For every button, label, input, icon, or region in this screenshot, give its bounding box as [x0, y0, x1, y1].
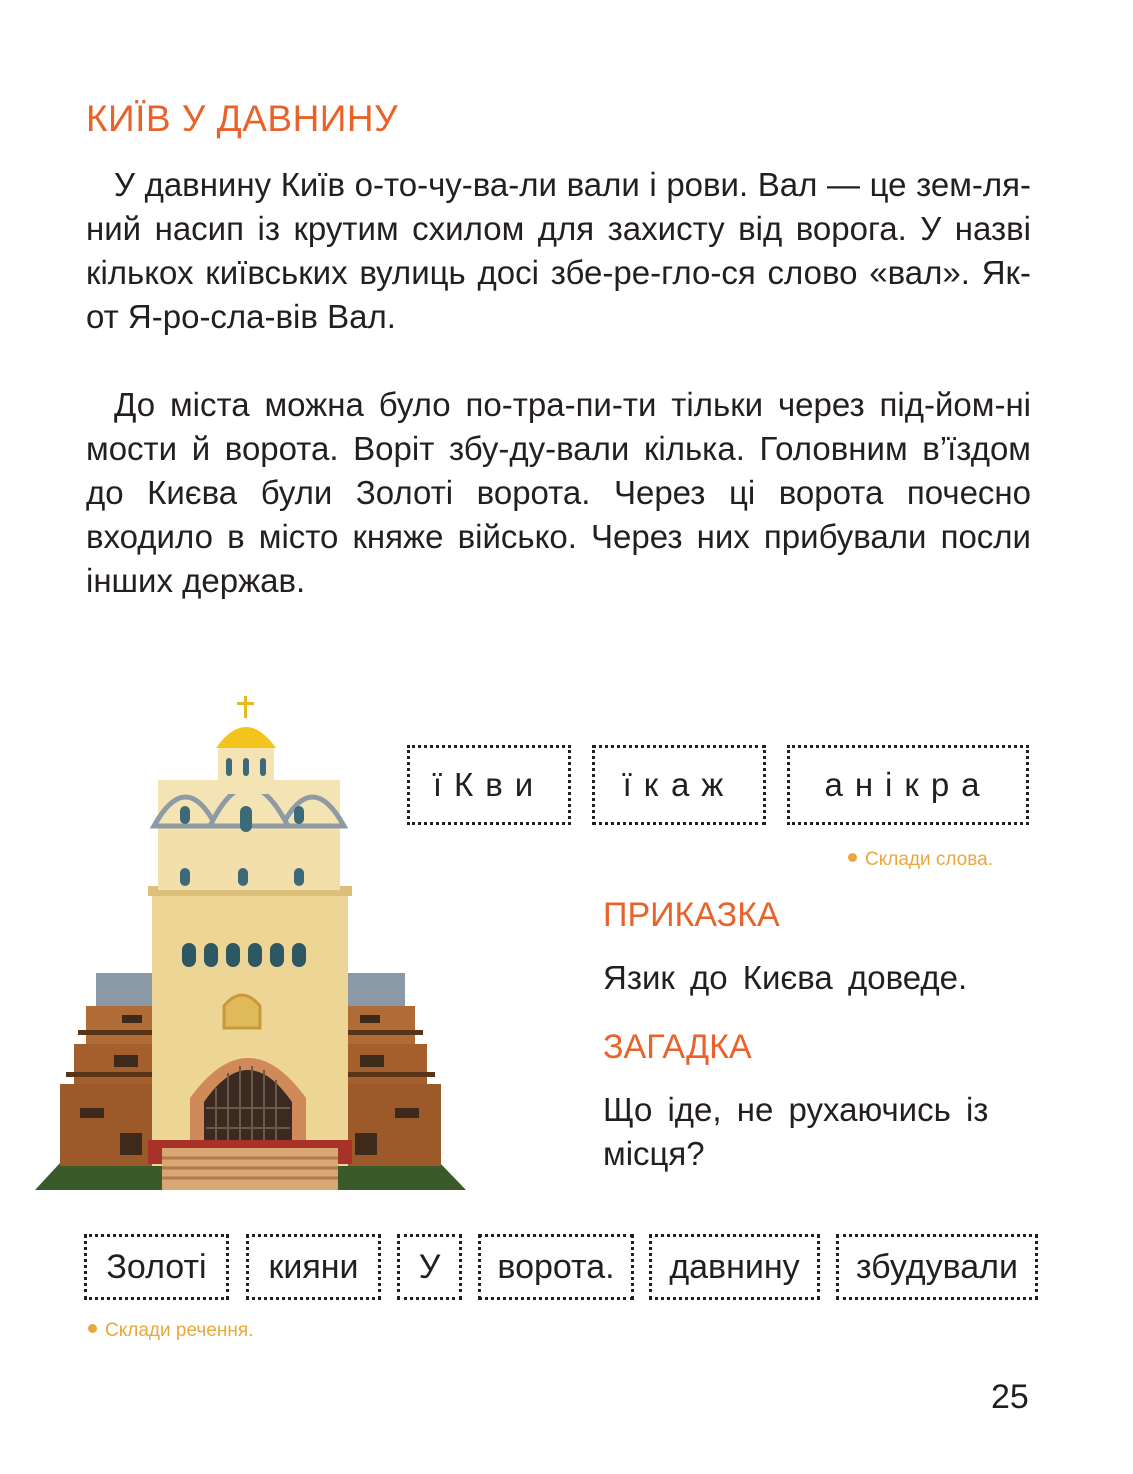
- scrambled-words-row: [407, 745, 1029, 829]
- paragraph-1: [86, 163, 1031, 339]
- page-number: 25: [991, 1378, 1029, 1416]
- scrambled-word-card: їкаж: [592, 745, 766, 825]
- word-card: У: [397, 1234, 462, 1300]
- task-hint-sentence: [88, 1320, 253, 1342]
- task-hint-sentence-text: Склади речення.: [105, 1320, 254, 1341]
- riddle-heading: ЗАГАДКА: [603, 1028, 752, 1066]
- word-card: Золоті: [84, 1234, 229, 1300]
- task-hint-words-text: Склади слова.: [865, 849, 993, 870]
- paragraph-2: [86, 383, 1031, 603]
- bullet-icon: [848, 853, 857, 862]
- word-card: давнину: [649, 1234, 820, 1300]
- word-card: ворота.: [478, 1234, 634, 1300]
- proverb-text: Язик до Києва доведе.: [603, 959, 968, 996]
- scrambled-word-card: їКви: [407, 745, 571, 825]
- scrambled-word-card: анікра: [787, 745, 1029, 825]
- word-card: кияни: [246, 1234, 381, 1300]
- task-hint-words: [848, 849, 993, 871]
- riddle-text: Що іде, не рухаючись із місця?: [603, 1091, 989, 1172]
- proverb-heading: ПРИКАЗКА: [603, 896, 780, 934]
- sentence-words-row: [84, 1234, 1038, 1302]
- paragraph-2-text: До міста можна було по-тра-пи-ти тільки через під-йом-ні мости й ворота. Воріт збу-ду-вали кілька. Головним в’їздом до Києва були Золоті ворота. Через ці ворота почесно входило в місто княже військо. Через них прибували посли інших держав.: [86, 386, 1031, 599]
- bullet-icon: [88, 1324, 97, 1333]
- golden-gate-church-icon: [30, 688, 470, 1193]
- word-card: збудували: [836, 1234, 1038, 1300]
- paragraph-1-text: У давнину Київ о-то-чу-ва-ли вали і рови. Вал — це зем-ля-ний насип із крутим схилом для захисту від ворога. У назві кількох київських вулиць досі збе-ре-гло-ся слово «вал». Як-от Я-ро-сла-вів Вал.: [86, 166, 1031, 335]
- page-title: КИЇВ У ДАВНИНУ: [86, 98, 399, 139]
